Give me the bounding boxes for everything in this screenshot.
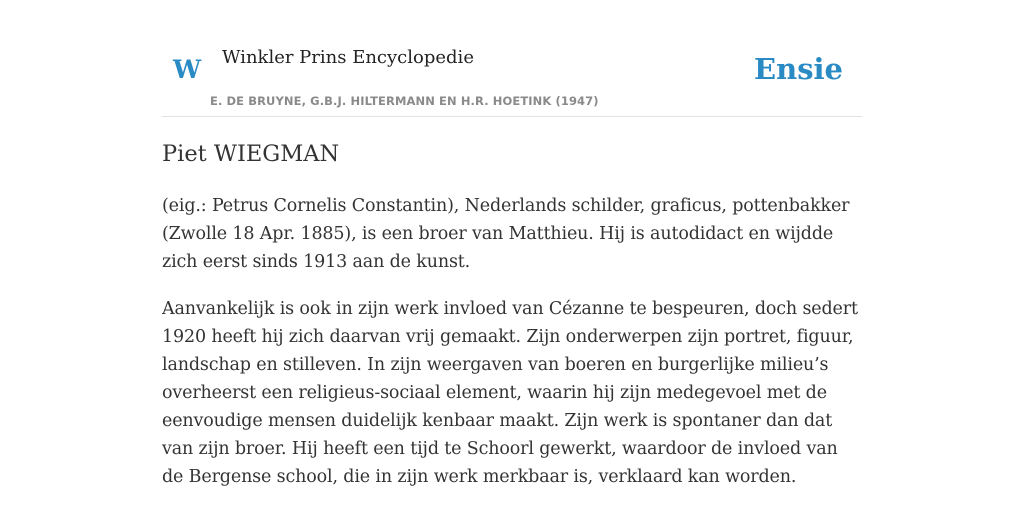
article-paragraph: (eig.: Petrus Cornelis Constantin), Nederlands schilder, graficus, pottenbakker (Zwolle 18 Apr. 1885), is een broer van Matthieu. Hij is autodidact en wijdde zich eerst sinds 1913 aan de kunst. [162, 196, 850, 272]
page-header [162, 0, 862, 117]
article-title: Piet WIEGMAN [162, 141, 340, 167]
winkler-prins-logo[interactable]: W [173, 55, 202, 84]
article [162, 138, 862, 491]
book-title[interactable]: Winkler Prins Encyclopedie [222, 47, 474, 68]
ensie-logo-link[interactable]: Ensie [754, 52, 843, 86]
article-paragraph: Aanvankelijk is ook in zijn werk invloed van Cézanne te bespeuren, doch sedert 1920 heeft hij zich daarvan vrij gemaakt. Zijn onderwerpen zijn portret, figuur, landschap en stilleven. In zijn weergaven van boeren en burgerlijke milieu’s overheerst een religieus-sociaal element, waarin hij zijn medegevoel met de eenvoudige mensen duidelijk kenbaar maakt. Zijn werk is spontaner dan dat van zijn broer. Hij heeft een tijd te Schoorl gewerkt, waardoor de invloed van de Bergense school, die in zijn werk merkbaar is, verklaard kan worden. [162, 299, 858, 487]
book-authors: E. DE BRUYNE, G.B.J. HILTERMANN EN H.R. HOETINK (1947) [210, 94, 599, 108]
